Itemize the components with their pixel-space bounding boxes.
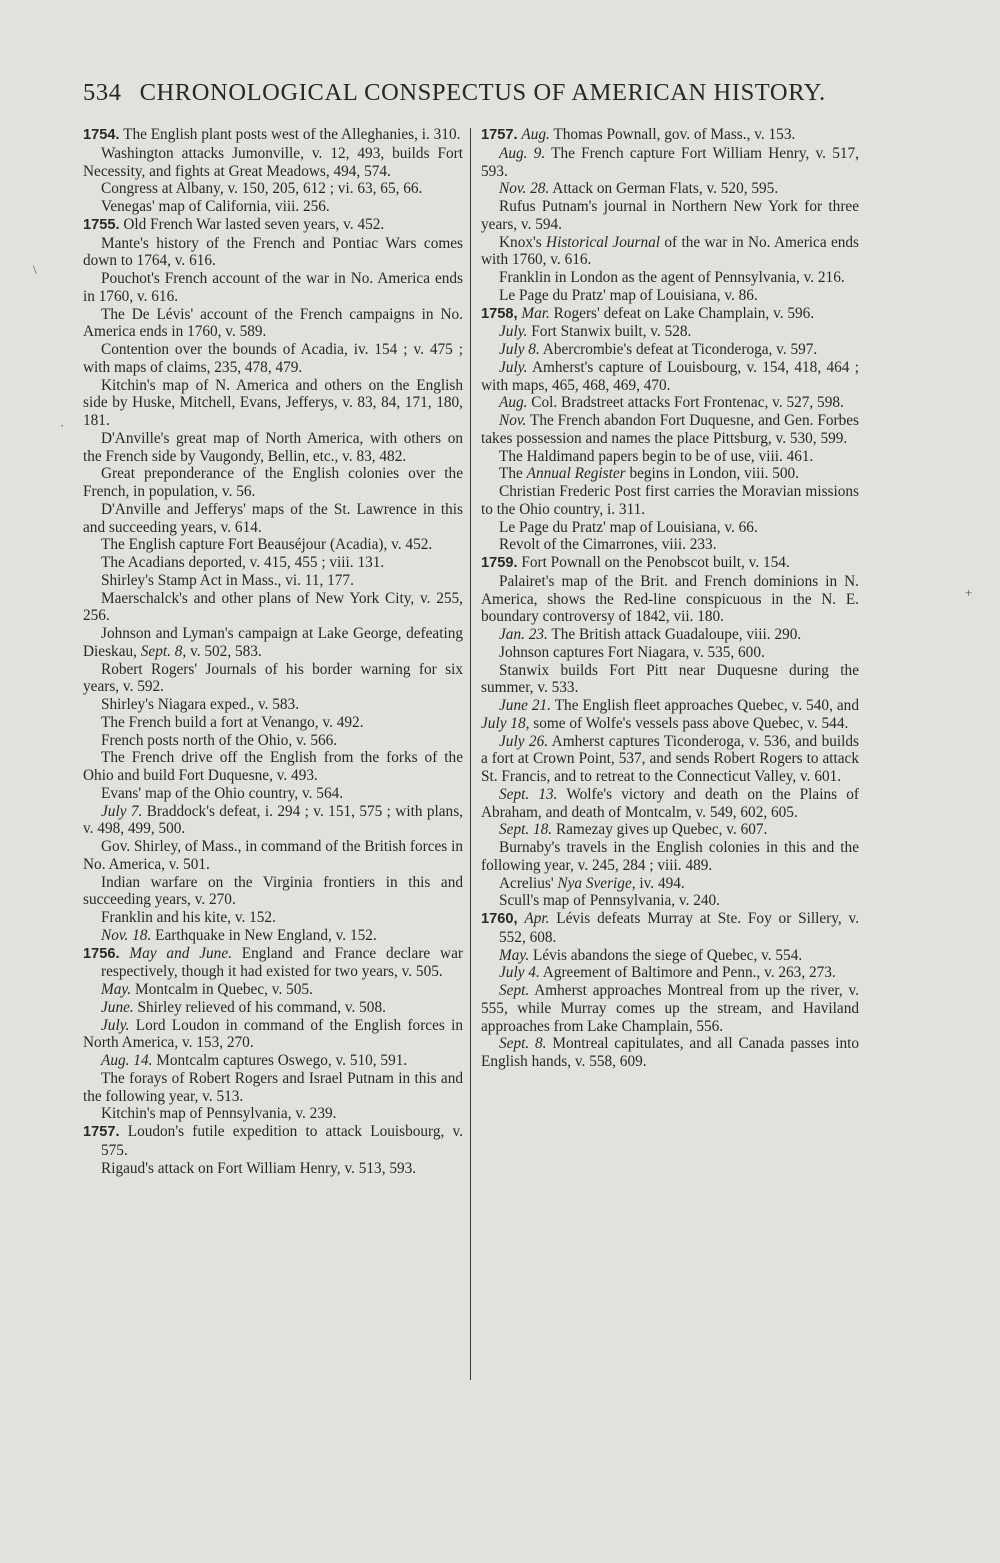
entry-date: Jan. 23.: [499, 626, 548, 643]
entry-text: Washington attacks Jumonville, v. 12, 493, builds Fort Necessity, and fights at Great Meadows, 494, 574.: [83, 144, 463, 180]
entry: [481, 465, 859, 483]
entry-italic: Annual Register: [526, 465, 626, 483]
entry-date: Nov. 28.: [499, 180, 550, 198]
entry: [83, 999, 463, 1017]
entry: [83, 1017, 463, 1053]
entry-text: The English capture Fort Beauséjour (Acadia), v. 452.: [101, 536, 433, 554]
entry-text: Revolt of the Cimarrones, viii. 233.: [499, 536, 717, 554]
entry: [481, 269, 859, 287]
entry-text: The French abandon Fort Duquesne, and Gen. Forbes takes possession and names the place Pittsburg, v. 530, 599.: [481, 412, 859, 447]
entry-text: Loudon's futile expedition to attack Louisbourg, v. 575.: [101, 1123, 463, 1159]
entry-text: Wolfe's victory and death on the Plains of Abraham, and death of Montcalm, v. 549, 602, 605.: [481, 785, 859, 821]
entry-text: Kitchin's map of Pennsylvania, v. 239.: [101, 1105, 337, 1123]
entry-text: Braddock's defeat, i. 294 ; v. 151, 575 ; with plans, v. 498, 499, 500.: [83, 802, 463, 838]
entry: [83, 306, 463, 342]
entry-date: May.: [499, 946, 530, 964]
entry: [481, 359, 859, 395]
entry-text: Thomas Pownall, gov. of Mass., v. 153.: [553, 126, 796, 143]
entry: [83, 235, 463, 271]
entry: [481, 554, 859, 573]
entry-text: Kitchin's map of N. America and others on the English side by Huske, Mitchell, Evans, Jefferys, v. 83, 84, 171, 180, 181.: [83, 376, 463, 429]
entry-text: Christian Frederic Post first carries the Moravian missions to the Ohio country, i. 311.: [481, 483, 859, 518]
entry: [481, 644, 859, 662]
entry-date: June 21.: [499, 697, 551, 714]
entry: [83, 625, 463, 661]
entry: [83, 909, 463, 927]
entry-year: 1755.: [83, 216, 120, 233]
entry: [83, 126, 463, 145]
entry-text: Amherst's capture of Louisbourg, v. 154, 418, 464 ; with maps, 465, 468, 469, 470.: [481, 358, 859, 394]
entry: [481, 573, 859, 626]
entry-text: Montcalm captures Oswego, v. 510, 591.: [156, 1052, 408, 1069]
entry-text: Mante's history of the French and Pontiac Wars comes down to 1764, v. 616.: [83, 234, 463, 270]
entry-text: Lévis defeats Murray at Ste. Foy or Sillery, v. 552, 608.: [499, 910, 860, 946]
entry: [83, 732, 463, 750]
entry-text: The De Lévis' account of the French campaigns in No. America ends in 1760, v. 589.: [83, 305, 463, 341]
entry: [481, 126, 859, 145]
entry-text: Amherst approaches Montreal from up the river, v. 555, while Murray comes up the stream, and Haviland approaches from Lake Champlain, 556.: [481, 982, 859, 1035]
page-title: CHRONOLOGICAL CONSPECTUS OF AMERICAN HISTORY.: [139, 79, 826, 106]
entry-text: Fort Pownall on the Penobscot built, v. 154.: [521, 554, 790, 571]
entry: [481, 910, 859, 947]
entry-text: Shirley relieved of his command, v. 508.: [137, 998, 386, 1016]
entry-text: D'Anville and Jefferys' maps of the St. Lawrence in this and succeeding years, v. 614.: [83, 500, 463, 536]
entry-date: July 26.: [499, 732, 549, 750]
entry: [83, 216, 463, 235]
entry: [481, 1035, 859, 1071]
entry: [83, 874, 463, 910]
entry-date: July 18,: [481, 714, 530, 732]
entry: [481, 448, 859, 466]
page-number: 534: [83, 79, 122, 106]
entry-date: Sept. 13.: [499, 785, 558, 803]
entry-date: Aug.: [521, 126, 550, 143]
entry-text: The Haldimand papers begin to be of use, viii. 461.: [499, 447, 814, 465]
entry: [83, 590, 463, 626]
entry: [83, 1070, 463, 1106]
entry-date: July 7.: [101, 802, 143, 820]
entry-text: Ramezay gives up Quebec, v. 607.: [555, 821, 768, 839]
entry-text: Rufus Putnam's journal in Northern New York for three years, v. 594.: [481, 198, 859, 233]
entry-date: Sept. 18.: [499, 821, 553, 839]
entry: [83, 430, 463, 466]
entry-text: Robert Rogers' Journals of his border warning for six years, v. 592.: [83, 660, 463, 696]
entry: [481, 733, 859, 786]
entry: [481, 519, 859, 537]
entry-text: The English fleet approaches Quebec, v. 540, and: [554, 697, 859, 714]
entry: [83, 180, 463, 198]
column-divider: [470, 128, 471, 1380]
entry-date: May.: [101, 981, 132, 998]
entry-text: Gov. Shirley, of Mass., in command of the British forces in No. America, v. 501.: [83, 838, 463, 873]
entry-date: July 4.: [499, 964, 540, 982]
entry: [83, 377, 463, 430]
entry-text: begins in London, viii. 500.: [629, 465, 799, 483]
entry: [83, 536, 463, 554]
entry: [83, 554, 463, 572]
entry-date: Aug.: [499, 394, 528, 412]
entry: [481, 662, 859, 698]
entry: [83, 749, 463, 785]
entry: [481, 180, 859, 198]
entry: [481, 323, 859, 341]
entry: [481, 305, 859, 324]
entry: [83, 501, 463, 537]
entry-year: 1758,: [481, 305, 518, 322]
entry: [481, 483, 859, 519]
entry-text: Lord Loudon in command of the English forces in North America, v. 153, 270.: [83, 1016, 464, 1052]
entry-text: Johnson and Lyman's campaign at Lake George, defeating Dieskau,: [83, 625, 463, 660]
entry: [83, 927, 463, 945]
entry: [83, 145, 463, 181]
entry-text: The English plant posts west of the Alleghanies, i. 310.: [123, 126, 461, 143]
entry-year: 1759.: [481, 555, 518, 571]
entry-date: Nov.: [499, 412, 527, 429]
entry-date: June.: [101, 998, 134, 1016]
entry-date: July.: [101, 1016, 130, 1034]
entry-year: 1760,: [481, 911, 518, 927]
entry: [83, 714, 463, 732]
entry: [83, 785, 463, 803]
entry-text: some of Wolfe's vessels pass above Quebec, v. 544.: [533, 714, 849, 732]
entry: [481, 786, 859, 822]
entry-date: Sept.: [499, 982, 530, 999]
entry-date: Mar.: [521, 304, 550, 322]
entry: [481, 626, 859, 644]
entry-text: Burnaby's travels in the English colonies in this and the following year, v. 245, 284 ; viii. 489.: [481, 839, 859, 874]
entry-year: 1756.: [83, 945, 120, 962]
entry-text: Indian warfare on the Virginia frontiers in this and succeeding years, v. 270.: [83, 873, 463, 909]
entry-text: Abercrombie's defeat at Ticonderoga, v. 597.: [542, 341, 818, 358]
entry-text: The forays of Robert Rogers and Israel Putnam in this and the following year, v. 513.: [83, 1069, 463, 1105]
entry: [481, 964, 859, 982]
entry-text: The French capture Fort William Henry, v. 517, 593.: [481, 144, 859, 180]
entry: [481, 145, 859, 181]
entry-text: Franklin in London as the agent of Pennsylvania, v. 216.: [499, 269, 845, 286]
entry-text: Maerschalck's and other plans of New York City, v. 255, 256.: [83, 589, 463, 625]
entry: [481, 875, 859, 893]
entry: [83, 572, 463, 590]
entry: [481, 982, 859, 1035]
entry-year: 1754.: [83, 127, 120, 143]
margin-mark: +: [965, 585, 973, 600]
entry-date: May and June.: [129, 944, 232, 962]
entry-text: Evans' map of the Ohio country, v. 564.: [101, 784, 344, 802]
entry: [83, 1123, 463, 1160]
entry: [481, 697, 859, 733]
entry-text: Rogers' defeat on Lake Champlain, v. 596.: [553, 304, 815, 322]
entry-text: Attack on German Flats, v. 520, 595.: [552, 180, 779, 198]
entry-date: Sept. 8.: [499, 1035, 547, 1053]
entry-date: Aug. 9.: [499, 144, 546, 162]
entry: [481, 198, 859, 234]
entry: [481, 287, 859, 305]
entry-text: The: [499, 465, 523, 483]
entry-text: Acrelius': [499, 874, 554, 892]
entry-text: Shirley's Stamp Act in Mass., vi. 11, 177.: [101, 571, 354, 589]
entry-text: Knox's: [499, 233, 542, 251]
entry-text: Lévis abandons the siege of Quebec, v. 554.: [533, 946, 803, 964]
entry: [481, 821, 859, 839]
entry-date: July.: [499, 358, 528, 376]
entry-text: Great preponderance of the English colonies over the French, in population, v. 56.: [83, 465, 463, 500]
entry-date: Apr.: [524, 910, 550, 927]
entry-text: Johnson captures Fort Niagara, v. 535, 600.: [499, 643, 765, 661]
entry-text: French posts north of the Ohio, v. 566.: [101, 731, 338, 749]
entry-text: The Acadians deported, v. 415, 455 ; viii. 131.: [101, 554, 385, 571]
entry: [481, 892, 859, 910]
entry-date: Sept. 8,: [140, 642, 187, 660]
entry-text: Rigaud's attack on Fort William Henry, v. 513, 593.: [101, 1159, 417, 1177]
entry: [83, 341, 463, 377]
entry-text: Le Page du Pratz' map of Louisiana, v. 86.: [499, 286, 758, 304]
entry-text: The French build a fort at Venango, v. 492.: [101, 713, 364, 731]
entry-text: Col. Bradstreet attacks Fort Frontenac, v. 527, 598.: [531, 394, 844, 412]
entry-date: July 8.: [499, 341, 540, 358]
entry-text: Pouchot's French account of the war in No. America ends in 1760, v. 616.: [83, 270, 463, 305]
entry-text: Venegas' map of California, viii. 256.: [101, 198, 330, 215]
entry-text: Congress at Albany, v. 150, 205, 612 ; vi. 63, 65, 66.: [101, 180, 423, 198]
entry-text: The British attack Guadaloupe, viii. 290.: [551, 626, 802, 643]
entry-text: Amherst captures Ticonderoga, v. 536, and builds a fort at Crown Point, 537, and sends Robert Rogers to attack St. Francis, and to retreat to the Connecticut Valley, v. 601.: [481, 732, 859, 785]
entry-text: D'Anville's great map of North America, with others on the French side by Vaugondy, Bellin, etc., v. 83, 482.: [83, 429, 463, 465]
entry: [83, 270, 463, 306]
entry: [481, 412, 859, 448]
entry: [481, 947, 859, 965]
entry-text: Stanwix builds Fort Pitt near Duquesne during the summer, v. 533.: [481, 661, 859, 697]
running-header: [83, 79, 826, 107]
margin-mark: ·: [60, 418, 65, 433]
entry-italic: Historical Journal: [546, 233, 661, 251]
entry-text: Agreement of Baltimore and Penn., v. 263, 273.: [542, 964, 836, 982]
entry-text: Le Page du Pratz' map of Louisiana, v. 66.: [499, 518, 758, 536]
left-column: [83, 126, 463, 1177]
entry: [83, 1052, 463, 1070]
entry: [83, 945, 463, 982]
entry-year: 1757.: [481, 127, 518, 143]
entry: [83, 661, 463, 697]
entry: [481, 234, 859, 270]
entry: [83, 981, 463, 999]
entry-text: Shirley's Niagara exped., v. 583.: [101, 696, 300, 713]
entry-text: Fort Stanwix built, v. 528.: [531, 323, 692, 341]
entry-text: England and France declare war respectively, though it had existed for two years, v. 505.: [101, 944, 463, 981]
entry-text: Scull's map of Pennsylvania, v. 240.: [499, 892, 720, 910]
entry-text: of the war in No. America ends with 1760, v. 616.: [481, 233, 860, 269]
entry: [83, 696, 463, 714]
entry-date: Aug. 14.: [101, 1052, 153, 1069]
entry: [83, 803, 463, 839]
entry-text: Old French War lasted seven years, v. 452.: [123, 215, 385, 233]
entry: [83, 1105, 463, 1123]
entry: [481, 536, 859, 554]
entry-date: July.: [499, 323, 528, 341]
entry-text: Montcalm in Quebec, v. 505.: [135, 981, 313, 998]
entry-date: Nov. 18.: [101, 926, 152, 944]
margin-mark: \: [33, 262, 37, 277]
entry: [83, 465, 463, 501]
entry: [83, 1160, 463, 1178]
entry: [481, 341, 859, 359]
entry: [481, 839, 859, 875]
entry-text: Earthquake in New England, v. 152.: [155, 926, 377, 944]
entry-text: The French drive off the English from the forks of the Ohio and build Fort Duquesne, v. 493.: [83, 749, 463, 784]
entry: [83, 838, 463, 874]
entry-text: Palairet's map of the Brit. and French dominions in N. America, shows the Red-line conspicuous in the N. E. boundary controversy of 1842, vii. 180.: [481, 572, 859, 626]
entry-text: iv. 494.: [639, 874, 685, 892]
entry: [83, 198, 463, 216]
entry-text: Franklin and his kite, v. 152.: [101, 909, 276, 926]
entry-text: v. 502, 583.: [190, 642, 262, 660]
right-column: [481, 126, 859, 1071]
entry-text: Contention over the bounds of Acadia, iv. 154 ; v. 475 ; with maps of claims, 235, 478, 479.: [83, 341, 463, 376]
entry-text: Montreal capitulates, and all Canada passes into English hands, v. 558, 609.: [481, 1035, 859, 1070]
entry-year: 1757.: [83, 1124, 120, 1140]
entry-italic: Nya Sverige,: [557, 874, 636, 892]
entry: [481, 394, 859, 412]
